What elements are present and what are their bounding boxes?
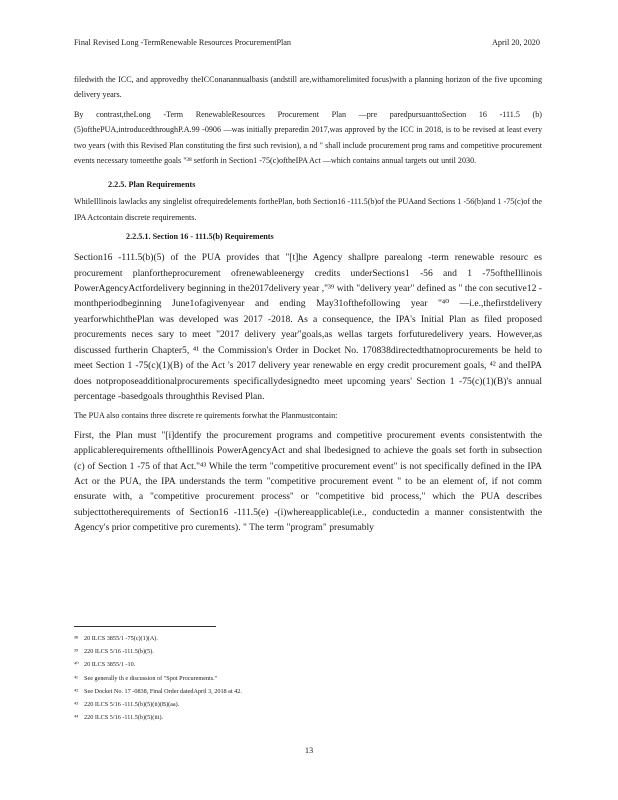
footnote-number: ⁴¹: [74, 674, 79, 682]
footnote-text: 220 ILCS 5/16 -111.5(b)(5).: [84, 648, 154, 656]
header-title: Final Revised Long -TermRenewable Resources ProcurementPlan: [74, 38, 292, 47]
footnote: [74, 632, 544, 645]
footnote-number: ⁴³: [74, 701, 79, 709]
paragraph-section-16: Section16 -111.5(b)(5) of the PUA provides that "[t]he Agency shallpre parealong -term renewable resourc es procurement planfortheprocurement ofrenewableenergy credits underSections1 -56 and 1 -75oftheIllinois PowerAgencyActfordelivery beginning in the2017delivery year ,"³⁹ with "delivery year" defined as " the con secutive12 -monthperiodbeginning June1ofagivenyear and ending May31ofthefollowing year "⁴⁰ —i.e.,thefirstdelivery yearforwhichthePlan was developed was 2017 -2018. As a consequence, the IPA's Initial Plan as filed proposed procurements neces sary to meet "2017 delivery year"goals,as wellas targets forfuturedelivery years. However,as discussed furtherin Chapter5, ⁴¹ the Commission's Order in Docket No. 170838directedthatnoprocurements be held to meet Section 1 -75(c)(1)(B) of the Act 's 2017 delivery year renewable en ergy credit procurement goals, ⁴² and theIPA does notproposeadditionalprocurements specificallydesignedto meet upcoming years' Section 1 -75(c)(1)(B)'s annual percentage -basedgoals throughthis Revised Plan.: [74, 252, 542, 402]
body-text: [74, 72, 542, 536]
paragraph-by-contrast: By contrast,theLong -Term RenewableResources Procurement Plan —pre paredpursuanttoSection 16 -111.5 (b)(5)ofthePUA,introducedthroughP.A.99 -0906 —was initially preparedin 2017,was approved by the ICC in 2018, is to be revised at least every two years (with this Revised Plan constituting the first such revision), a nd " shall include procurement prog rams and competitive procurement events necessary tomeetthe goals "³⁸ setforth in Section1 -75(c)oftheIPA Act —which contains annual targets out until 2030.: [74, 109, 542, 166]
footnote-divider: [74, 626, 216, 627]
footnote-number: ³⁹: [74, 648, 79, 656]
footnote-number: ³⁸: [74, 635, 79, 642]
footnote-text: 20 ILCS 3855/1 -10.: [84, 661, 136, 669]
footnote-number: ⁴⁴: [74, 714, 79, 722]
paragraph-filed: filedwith the ICC, and approvedby theICConanannualbasis (andstill are,withamorelimited focus)with a planning horizon of the five upcoming delivery years.: [74, 75, 542, 100]
footnote: [74, 672, 544, 685]
section-heading-2-2-5-1: 2.2.5.1. Section 16 - 111.5(b) Requirements: [126, 232, 274, 242]
footnote-text: 220 ILCS 5/16 -111.5(b)(5)(iii).: [84, 714, 164, 722]
footnote: [74, 685, 544, 698]
footnote: [74, 645, 544, 658]
footnote: [74, 698, 544, 711]
footnotes: [74, 632, 544, 724]
paragraph-first: First, the Plan must "[i]dentify the procurement programs and competitive procurement events consistentwith the applicablerequirements oftheIllinois PowerAgencyAct and shal lbedesigned to achieve the goals set forth in subsection (c) of Section 1 -75 of that Act."⁴³ While the term "competitive procurement event" is not specifically defined in the IPA Act or the PUA, the IPA understands the term "competitive procurement event " to be an element of, if not comm ensurate with, a "competitive procurement process" or "competitive bid process," which the PUA describes subjecttotherequirements of Section16 -111.5(e) -(i)whereapplicable(i.e., conductedin a manner consistentwith the Agency's prior competitive pro curements). " The term "program" presumably: [74, 429, 542, 534]
footnote-text: See generally th e discussion of "Spot Procurements.": [84, 674, 218, 682]
paragraph-pua-contains: The PUA also contains three discrete re quirements forwhat the Planmustcontain:: [74, 411, 338, 421]
footnote-number: ⁴⁰: [74, 661, 79, 669]
footnote-number: ⁴²: [74, 687, 79, 695]
page-number: 13: [304, 746, 314, 755]
footnote: [74, 711, 544, 724]
footnote-text: 220 ILCS 5/16 -111.5(b)(5)(ii)(B)(aa).: [84, 701, 180, 709]
header-date: April 20, 2020: [492, 38, 540, 47]
section-heading-2-2-5: 2.2.5. Plan Requirements: [108, 180, 196, 190]
paragraph-while-illinois: WhileIllinois lawlacks any singlelist ofrequiredelements forthePlan, both Section16 -111.5(b)of the PUAand Sections 1 -56(b)and 1 -75(c)of the IPA Actcontain discrete requirements.: [74, 197, 542, 222]
running-header: [74, 38, 540, 47]
footnote: [74, 658, 544, 671]
footnote-text: 20 ILCS 3855/1 -75(c)(1)(A).: [84, 635, 158, 642]
footnote-text: See Docket No. 17 -0838, Final Order datedApril 3, 2018 at 42.: [84, 687, 242, 695]
